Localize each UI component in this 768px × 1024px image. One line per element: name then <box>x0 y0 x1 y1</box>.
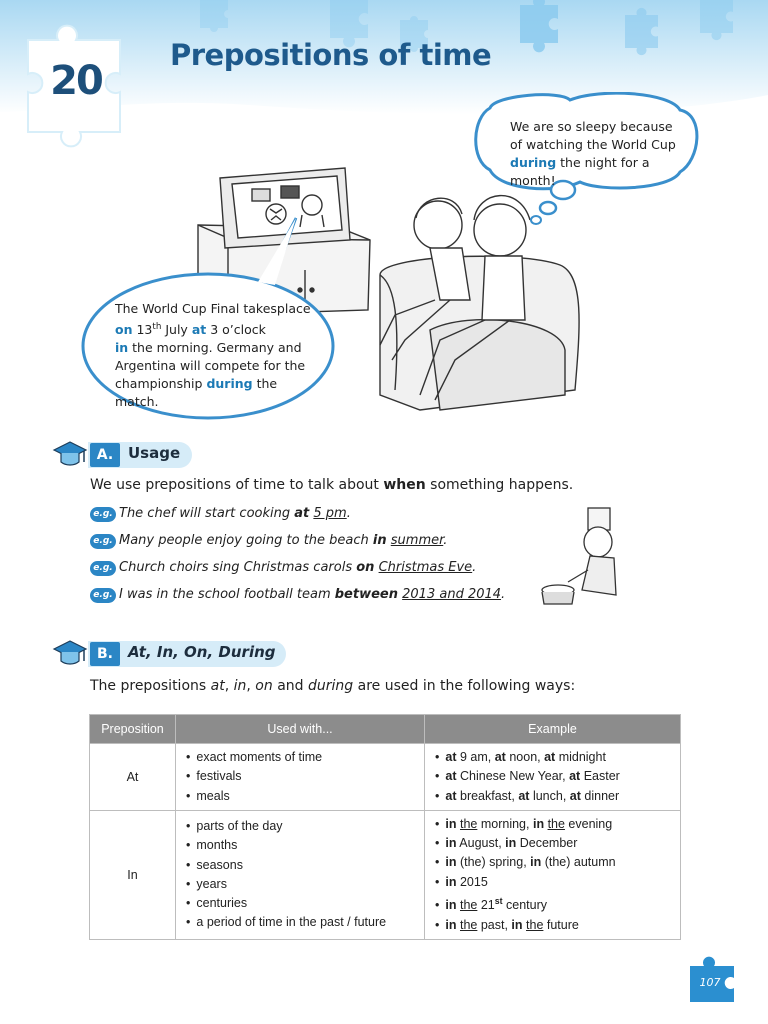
text-run: 3 o’clock <box>206 322 266 338</box>
text-run: 21 <box>477 898 495 913</box>
example-item <box>435 834 670 853</box>
text-run: The chef will start cooking <box>119 506 295 521</box>
text-run: during <box>308 678 354 694</box>
text-run: 5 pm <box>313 506 347 521</box>
text-run: in <box>505 836 517 851</box>
eg-badge: e.g. <box>90 507 116 522</box>
text-run: the night for a month! <box>510 155 650 188</box>
used-with-item: • exact moments of time <box>186 748 414 767</box>
page-title: Prepositions of time <box>170 38 492 72</box>
text-run: Argentina will compete for the <box>115 358 306 374</box>
text-run: (the) autumn <box>541 855 616 870</box>
text-run: at <box>210 678 225 694</box>
chef-illustration <box>528 500 623 610</box>
text-run: The prepositions <box>90 678 211 694</box>
text-run: . <box>472 560 477 575</box>
text-run: the <box>459 816 478 831</box>
text-run: at <box>445 750 457 764</box>
text-run: at <box>518 788 530 803</box>
text-run: in <box>372 533 387 548</box>
text-run: July <box>161 322 192 338</box>
example-item <box>435 873 670 892</box>
thought-bubble-right <box>510 118 690 190</box>
preposition-cell: At <box>90 744 176 811</box>
text-run: Church choirs sing Christmas carols <box>119 560 357 575</box>
text-run: at <box>294 506 310 521</box>
unit-number: 20 <box>50 58 102 104</box>
section-a-title: Usage <box>128 444 181 462</box>
example-item <box>435 916 670 935</box>
text-run: at <box>445 788 457 803</box>
eg-badge: e.g. <box>90 588 116 603</box>
text-run: 2013 and 2014 <box>402 587 502 602</box>
text-run: on <box>356 560 375 575</box>
used-with-item: • festivals <box>186 767 414 786</box>
text-run: summer <box>390 533 444 548</box>
section-a-letter: A. <box>90 443 120 467</box>
example-item <box>435 892 670 915</box>
header-used-with: Used with... <box>176 715 425 744</box>
graduation-cap-icon <box>52 637 88 669</box>
text-run: during <box>206 376 253 392</box>
used-with-item: • years <box>186 875 414 894</box>
text-run: future <box>543 917 579 932</box>
text-run: the <box>547 816 565 831</box>
preposition-cell: In <box>90 810 176 939</box>
used-with-item: • parts of the day <box>186 817 414 836</box>
text-run: . <box>346 506 351 521</box>
text-run: 13 <box>132 322 153 338</box>
section-b-letter: B. <box>90 642 120 666</box>
example-cell <box>425 810 681 939</box>
text-run: in <box>115 340 129 356</box>
text-run: are used in the following ways: <box>353 678 576 694</box>
graduation-cap-icon <box>52 438 88 470</box>
table-row <box>90 744 681 811</box>
text-run: at <box>569 788 581 803</box>
text-run: at <box>191 322 207 338</box>
text-run: breakfast, <box>456 788 519 803</box>
text-run: on <box>115 322 133 338</box>
text-run: in <box>445 836 457 851</box>
text-run: on <box>255 678 273 694</box>
text-run: the <box>526 917 544 932</box>
used-with-item: • centuries <box>186 894 414 913</box>
text-run: championship <box>115 376 207 392</box>
example-sentence <box>90 533 447 549</box>
text-run: during <box>510 155 557 170</box>
speech-bubble-left <box>115 300 320 411</box>
section-b-intro <box>90 678 575 694</box>
example-sentence <box>90 587 505 603</box>
text-run: the <box>459 917 478 932</box>
text-run: lunch, <box>529 788 570 803</box>
text-run: century <box>502 898 548 913</box>
text-run: Easter <box>580 769 620 784</box>
text-run: (the) spring, <box>456 855 531 870</box>
text-run: in <box>233 678 247 694</box>
text-run: noon, <box>505 750 545 764</box>
example-item <box>435 853 670 872</box>
used-with-item: • months <box>186 836 414 855</box>
text-run: at <box>494 750 506 764</box>
used-with-cell <box>176 744 425 811</box>
prepositions-table <box>89 714 681 940</box>
header-preposition: Preposition <box>90 715 176 744</box>
text-run: at <box>569 769 581 784</box>
text-run: the morning. Germany and <box>128 340 302 356</box>
table-row <box>90 810 681 939</box>
example-sentence <box>90 560 476 576</box>
text-run: and <box>272 678 308 694</box>
text-run: . <box>501 587 506 602</box>
text-run: between <box>334 587 398 602</box>
text-run: The World Cup Final takes <box>115 301 277 316</box>
section-a-header <box>52 438 202 472</box>
text-run: , <box>224 678 234 694</box>
text-run: past, <box>477 917 512 932</box>
example-item <box>435 787 670 806</box>
section-a-intro <box>90 477 573 493</box>
text-run: evening <box>564 816 613 831</box>
text-run: I was in the school football team <box>119 587 335 602</box>
section-b-title: At, In, On, During <box>128 643 276 661</box>
text-run: in <box>530 855 542 870</box>
example-item <box>435 767 670 786</box>
text-run: in <box>445 898 457 913</box>
eg-badge: e.g. <box>90 534 116 549</box>
example-cell <box>425 744 681 811</box>
text-run: the match. <box>115 376 278 410</box>
text-run: We use prepositions of time to talk about <box>90 477 384 493</box>
text-run: midnight <box>555 750 606 764</box>
eg-badge: e.g. <box>90 561 116 576</box>
example-item <box>435 748 670 767</box>
text-run: of watching the World Cup <box>510 137 676 152</box>
text-run: in <box>532 816 545 831</box>
example-item <box>435 815 670 834</box>
table-header-row <box>90 715 681 744</box>
used-with-cell <box>176 810 425 939</box>
section-b-header <box>52 637 292 671</box>
text-run: st <box>494 896 503 907</box>
text-run: 9 am, <box>456 750 495 764</box>
text-run: at <box>445 769 457 784</box>
example-sentence <box>90 506 351 522</box>
text-run: in <box>511 917 523 932</box>
text-run: at <box>544 750 556 764</box>
text-run: Chinese New Year, <box>456 769 570 784</box>
header-example: Example <box>425 715 681 744</box>
used-with-item: • a period of time in the past / future <box>186 913 414 932</box>
text-run: 2015 <box>456 874 488 889</box>
text-run: Christmas Eve <box>378 560 473 575</box>
text-run: . <box>443 533 448 548</box>
text-run: in <box>445 816 457 831</box>
used-with-item: • seasons <box>186 856 414 875</box>
text-run: August, <box>456 836 506 851</box>
text-run: dinner <box>580 788 620 803</box>
text-run: We are so sleepy because <box>510 119 673 134</box>
text-run: in <box>445 855 457 870</box>
text-run: th <box>152 322 162 332</box>
text-run: , <box>246 678 256 694</box>
text-run: in <box>445 874 457 889</box>
text-run: something happens. <box>425 477 574 493</box>
text-run: in <box>445 917 457 932</box>
text-run: Many people enjoy going to the beach <box>119 533 373 548</box>
used-with-item: • meals <box>186 787 414 806</box>
text-run: December <box>516 836 578 851</box>
text-run: morning, <box>477 816 533 831</box>
text-run: place <box>276 301 311 316</box>
text-run: when <box>383 477 426 493</box>
text-run: the <box>459 898 478 913</box>
page-number: 107 <box>699 976 721 989</box>
